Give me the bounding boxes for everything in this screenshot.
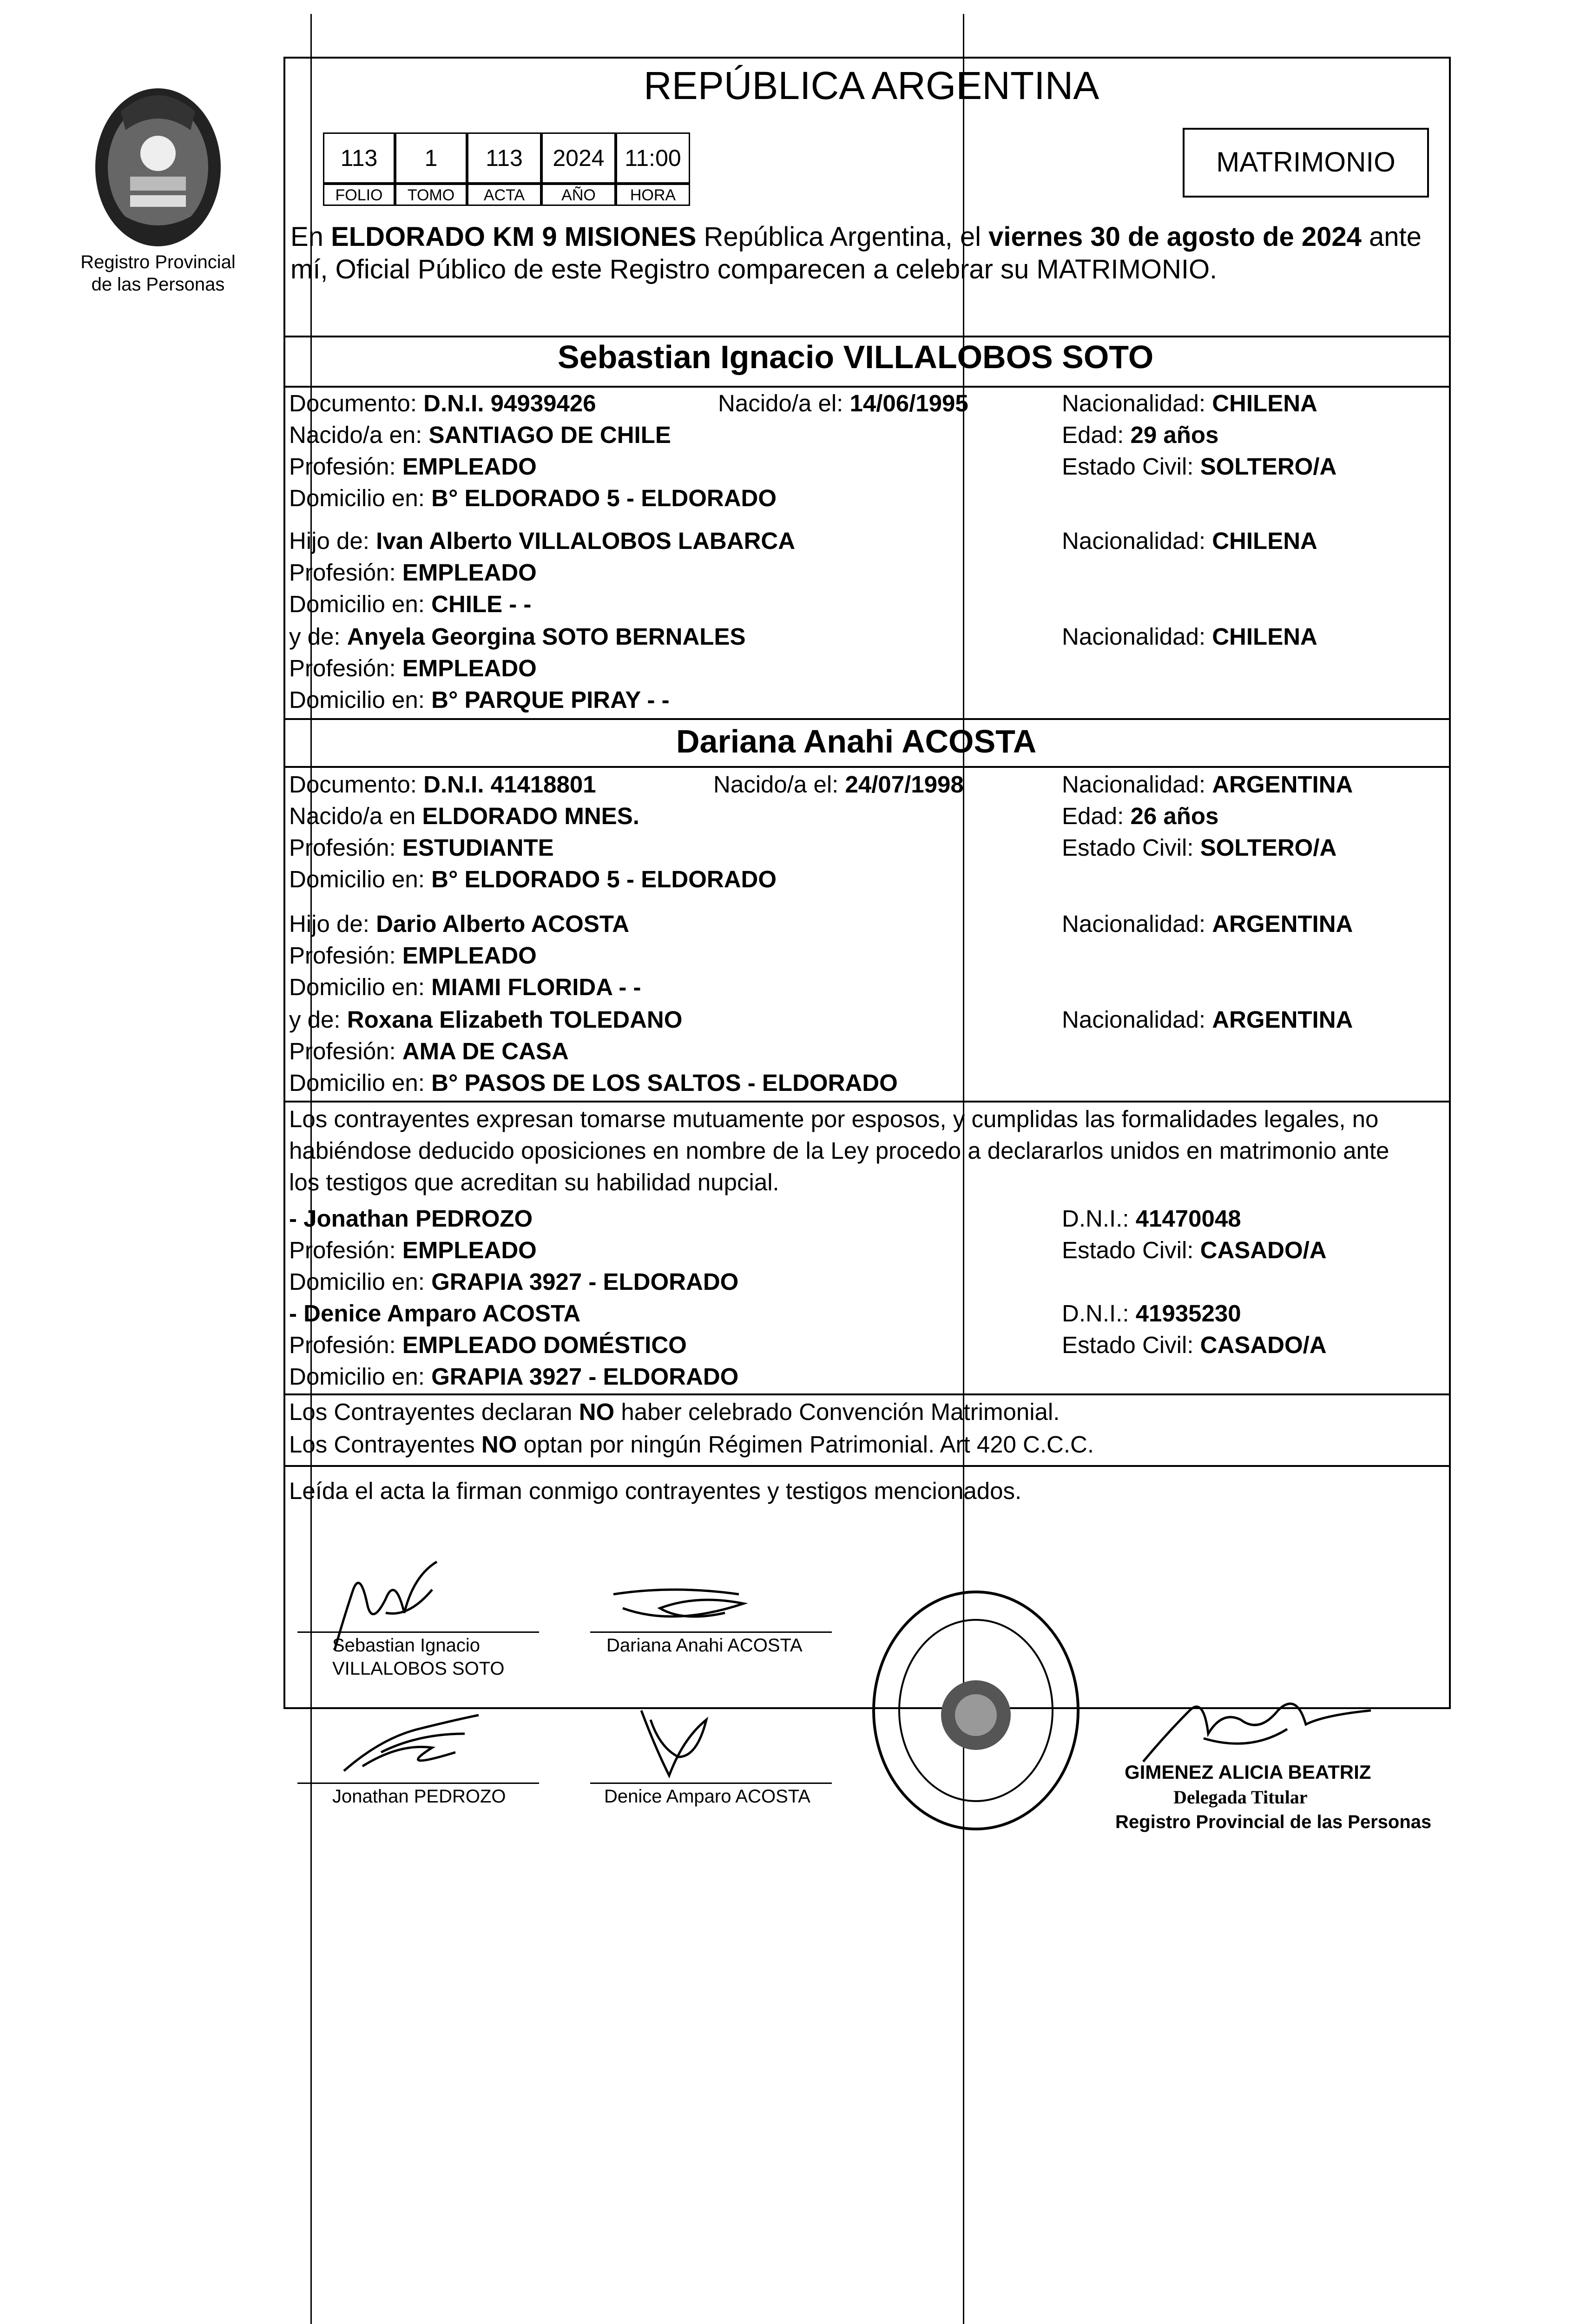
- party1-birthplace: Nacido/a en: SANTIAGO DE CHILE: [289, 422, 671, 448]
- signature-line: [590, 1631, 832, 1633]
- intro-place: ELDORADO KM 9 MISIONES: [331, 222, 697, 252]
- party1-mother-prof: Profesión: EMPLEADO: [289, 655, 537, 681]
- regime-line2: Los Contrayentes NO optan por ningún Régimen Patrimonial. Art 420 C.C.C.: [289, 1431, 1094, 1458]
- party2-father-dom: Domicilio en: MIAMI FLORIDA - -: [289, 974, 641, 1000]
- party1-mother: y de: Anyela Georgina SOTO BERNALES: [289, 623, 746, 650]
- acta-label: ACTA: [467, 184, 541, 206]
- party2-father-prof: Profesión: EMPLEADO: [289, 942, 537, 969]
- official-title: Delegada Titular: [1173, 1787, 1308, 1808]
- anio-label: AÑO: [541, 184, 616, 206]
- party1-dom: Domicilio en: B° ELDORADO 5 - ELDORADO: [289, 485, 777, 511]
- witness2-dom: Domicilio en: GRAPIA 3927 - ELDORADO: [289, 1363, 739, 1390]
- intro-line2: mí, Oficial Público de este Registro comparecen a celebrar su MATRIMONIO.: [290, 254, 1218, 284]
- witness1-dni: D.N.I.: 41470048: [1062, 1205, 1241, 1232]
- signature-line: [590, 1783, 832, 1784]
- folio-label: FOLIO: [323, 184, 395, 206]
- sig1-caption-line1: Sebastian Ignacio: [332, 1635, 481, 1656]
- party2-name: Dariana Anahi ACOSTA: [676, 723, 1037, 759]
- sig3-caption: Jonathan PEDROZO: [332, 1786, 506, 1807]
- signature-dariana: [604, 1576, 757, 1636]
- witness2-civil: Estado Civil: CASADO/A: [1062, 1332, 1327, 1358]
- party2-civil: Estado Civil: SOLTERO/A: [1062, 834, 1337, 861]
- folio-value: 113: [323, 132, 395, 184]
- party2-doc: Documento: D.N.I. 41418801: [289, 771, 596, 798]
- sig4-caption: Denice Amparo ACOSTA: [604, 1786, 810, 1807]
- witness2-dni: D.N.I.: 41935230: [1062, 1300, 1241, 1327]
- logo-caption: [56, 251, 260, 296]
- signature-line: [297, 1631, 539, 1633]
- party2-father-nat: Nacionalidad: ARGENTINA: [1062, 911, 1353, 937]
- witness1-civil: Estado Civil: CASADO/A: [1062, 1237, 1327, 1263]
- tomo-label: TOMO: [395, 184, 467, 206]
- acta-value: 113: [467, 132, 541, 184]
- divider: [283, 766, 1451, 768]
- party1-father-nat: Nacionalidad: CHILENA: [1062, 528, 1317, 554]
- signature-line: [297, 1783, 539, 1784]
- witness2-prof: Profesión: EMPLEADO DOMÉSTICO: [289, 1332, 687, 1358]
- divider: [283, 1101, 1451, 1103]
- misiones-seal-icon: [79, 70, 237, 256]
- party1-born: Nacido/a el: 14/06/1995: [718, 390, 968, 416]
- divider: [283, 1465, 1451, 1467]
- tomo-value: 1: [395, 132, 467, 184]
- witness1-dom: Domicilio en: GRAPIA 3927 - ELDORADO: [289, 1268, 739, 1295]
- divider: [283, 336, 1451, 337]
- official-office: Registro Provincial de las Personas: [1115, 1812, 1432, 1832]
- party1-mother-dom: Domicilio en: B° PARQUE PIRAY - -: [289, 687, 670, 713]
- anio-value: 2024: [541, 132, 616, 184]
- round-stamp-icon: [864, 1585, 1087, 1836]
- party1-nat: Nacionalidad: CHILENA: [1062, 390, 1317, 416]
- declaration-line1: Los contrayentes expresan tomarse mutuamente por esposos, y cumplidas las formalidades legales, no: [289, 1106, 1379, 1132]
- divider: [283, 386, 1451, 388]
- declaration-line2: habiéndose deducido oposiciones en nombre de la Ley procedo a declararlos unidos en matrimonio ante: [289, 1137, 1389, 1164]
- regime-line1: Los Contrayentes declaran NO haber celebrado Convención Matrimonial.: [289, 1399, 1060, 1425]
- party2-mother-nat: Nacionalidad: ARGENTINA: [1062, 1006, 1353, 1033]
- hora-label: HORA: [616, 184, 690, 206]
- intro-date: viernes 30 de agosto de 2024: [988, 222, 1362, 252]
- party1-civil: Estado Civil: SOLTERO/A: [1062, 453, 1337, 480]
- party2-dom: Domicilio en: B° ELDORADO 5 - ELDORADO: [289, 866, 777, 892]
- party2-prof: Profesión: ESTUDIANTE: [289, 834, 554, 861]
- logo-caption-line1: Registro Provincial: [80, 252, 236, 272]
- party1-father: Hijo de: Ivan Alberto VILLALOBOS LABARCA: [289, 528, 796, 554]
- divider: [283, 718, 1451, 720]
- party1-father-prof: Profesión: EMPLEADO: [289, 559, 537, 586]
- official-name: GIMENEZ ALICIA BEATRIZ: [1125, 1761, 1371, 1783]
- intro-line1: En ELDORADO KM 9 MISIONES República Argentina, el viernes 30 de agosto de 2024 ante: [290, 222, 1422, 252]
- party2-birthplace: Nacido/a en ELDORADO MNES.: [289, 803, 639, 829]
- party1-prof: Profesión: EMPLEADO: [289, 453, 537, 480]
- party1-name: Sebastian Ignacio VILLALOBOS SOTO: [558, 339, 1154, 375]
- sig2-caption: Dariana Anahi ACOSTA: [606, 1635, 803, 1656]
- party2-father: Hijo de: Dario Alberto ACOSTA: [289, 911, 630, 937]
- sig1-caption-line2: VILLALOBOS SOTO: [332, 1658, 505, 1679]
- party1-doc: Documento: D.N.I. 94939426: [289, 390, 596, 416]
- party2-mother-prof: Profesión: AMA DE CASA: [289, 1038, 569, 1064]
- party2-born: Nacido/a el: 24/07/1998: [713, 771, 964, 798]
- signature-denice: [613, 1701, 753, 1785]
- provincial-logo: [79, 70, 237, 256]
- party2-nat: Nacionalidad: ARGENTINA: [1062, 771, 1353, 798]
- party2-mother-dom: Domicilio en: B° PASOS DE LOS SALTOS - ELDORADO: [289, 1070, 898, 1096]
- page-title: REPÚBLICA ARGENTINA: [644, 64, 1099, 107]
- witness1-prof: Profesión: EMPLEADO: [289, 1237, 537, 1263]
- witness1-name: - Jonathan PEDROZO: [289, 1205, 533, 1232]
- party1-age: Edad: 29 años: [1062, 422, 1219, 448]
- act-type-box: MATRIMONIO: [1183, 128, 1429, 198]
- declaration-line3: los testigos que acreditan su habilidad nupcial.: [289, 1169, 779, 1195]
- divider: [283, 1393, 1451, 1395]
- registry-stamp: [864, 1585, 1087, 1836]
- party2-age: Edad: 26 años: [1062, 803, 1219, 829]
- closing-text: Leída el acta la firman conmigo contrayentes y testigos mencionados.: [289, 1478, 1022, 1504]
- witness2-name: - Denice Amparo ACOSTA: [289, 1300, 581, 1327]
- party1-father-dom: Domicilio en: CHILE - -: [289, 591, 532, 617]
- party2-mother: y de: Roxana Elizabeth TOLEDANO: [289, 1006, 683, 1033]
- party1-mother-nat: Nacionalidad: CHILENA: [1062, 623, 1317, 650]
- signature-jonathan: [325, 1701, 493, 1785]
- hora-value: 11:00: [616, 132, 690, 184]
- logo-caption-line2: de las Personas: [91, 274, 225, 295]
